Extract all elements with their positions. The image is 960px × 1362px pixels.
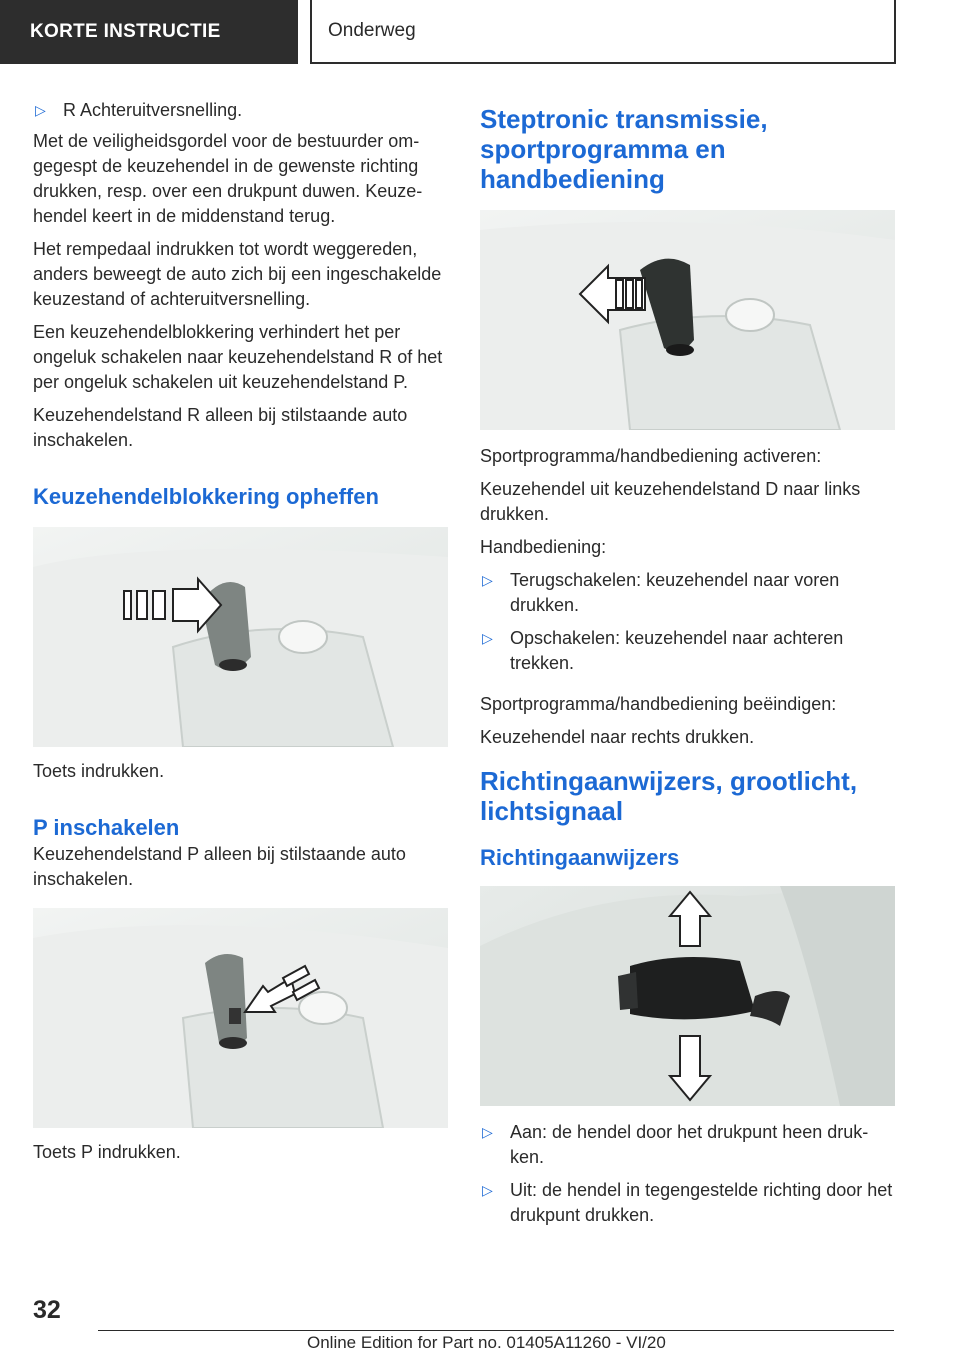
bullet-text: Terugschakelen: keuzehendel naar voren drukken.	[510, 570, 840, 615]
bullet-text: Uit: de hendel in tegengestelde richting door het drukpunt drukken.	[510, 1180, 893, 1225]
figure-turn-signal-lever	[480, 886, 895, 1106]
chapter-title: Onderweg	[328, 20, 416, 41]
bullet-text: Opschakelen: keuzehendel naar achteren trekken.	[510, 628, 844, 673]
paragraph: Sportprogramma/handbediening beëindigen:	[480, 694, 837, 714]
bullet-item	[480, 568, 895, 618]
edition-note: Online Edition for Part no. 01405A11260 - VI/20	[307, 1333, 666, 1352]
section-tab	[0, 0, 298, 64]
paragraph: Sportprogramma/handbediening activeren:	[480, 446, 822, 466]
section-heading: Steptronic transmissie, sportprogramma en handbediening	[480, 104, 768, 194]
triangle-right-icon: ▷	[482, 1124, 493, 1140]
bullet-item	[33, 98, 448, 123]
bullet-item	[480, 1178, 895, 1228]
left-column	[33, 98, 448, 1173]
right-column	[480, 104, 895, 1236]
triangle-right-icon: ▷	[482, 630, 493, 646]
paragraph: Met de veiligheidsgordel voor de bestuurder omgegespt de keuzehendel in de gewenste richting drukken, resp. over een drukpunt duwen. Keuzehendel keert in de middenstand terug.	[33, 131, 423, 226]
section-heading: Keuzehendelblokkering opheffen	[33, 484, 379, 509]
section-title: KORTE INSTRUCTIE	[30, 21, 221, 42]
footer-divider	[98, 1330, 894, 1331]
paragraph: Keuzehendel uit keuzehendelstand D naar links drukken.	[480, 479, 861, 524]
bullet-item	[480, 626, 895, 676]
paragraph: Keuzehendelstand R alleen bij stilstaande auto inschakelen.	[33, 405, 408, 450]
triangle-right-icon: ▷	[482, 1182, 493, 1198]
paragraph: Het rempedaal indrukken tot wordt weggereden, anders beweegt de auto zich bij een ingeschakelde keuzestand of achteruitversnelling.	[33, 239, 442, 309]
triangle-right-icon: ▷	[482, 572, 493, 588]
paragraph: Keuzehendel naar rechts drukken.	[480, 727, 755, 747]
section-heading: Richtingaanwijzers, grootlicht, lichtsignaal	[480, 766, 858, 826]
figure-caption: Toets P indrukken.	[33, 1142, 181, 1162]
bullet-text: Aan: de hendel door het drukpunt heen drukken.	[510, 1122, 869, 1167]
figure-shifter-unlock	[33, 527, 448, 747]
paragraph: Handbediening:	[480, 537, 607, 557]
chapter-tab	[310, 0, 896, 64]
page-number: 32	[33, 1296, 61, 1324]
subsection-heading: Richtingaanwijzers	[480, 845, 680, 870]
paragraph: Keuzehendelstand P alleen bij stilstaande auto inschakelen.	[33, 844, 406, 889]
figure-park-button	[33, 908, 448, 1128]
figure-sport-mode	[480, 210, 895, 430]
section-heading: P inschakelen	[33, 815, 180, 840]
bullet-text: R Achteruitversnelling.	[63, 100, 243, 120]
figure-caption: Toets indrukken.	[33, 761, 165, 781]
bullet-item	[480, 1120, 895, 1170]
triangle-right-icon: ▷	[35, 102, 46, 118]
paragraph: Een keuzehendelblokkering verhindert het per ongeluk schakelen naar keuzehendelstand R of het per ongeluk schakelen uit keuzehendelstand P.	[33, 322, 443, 392]
